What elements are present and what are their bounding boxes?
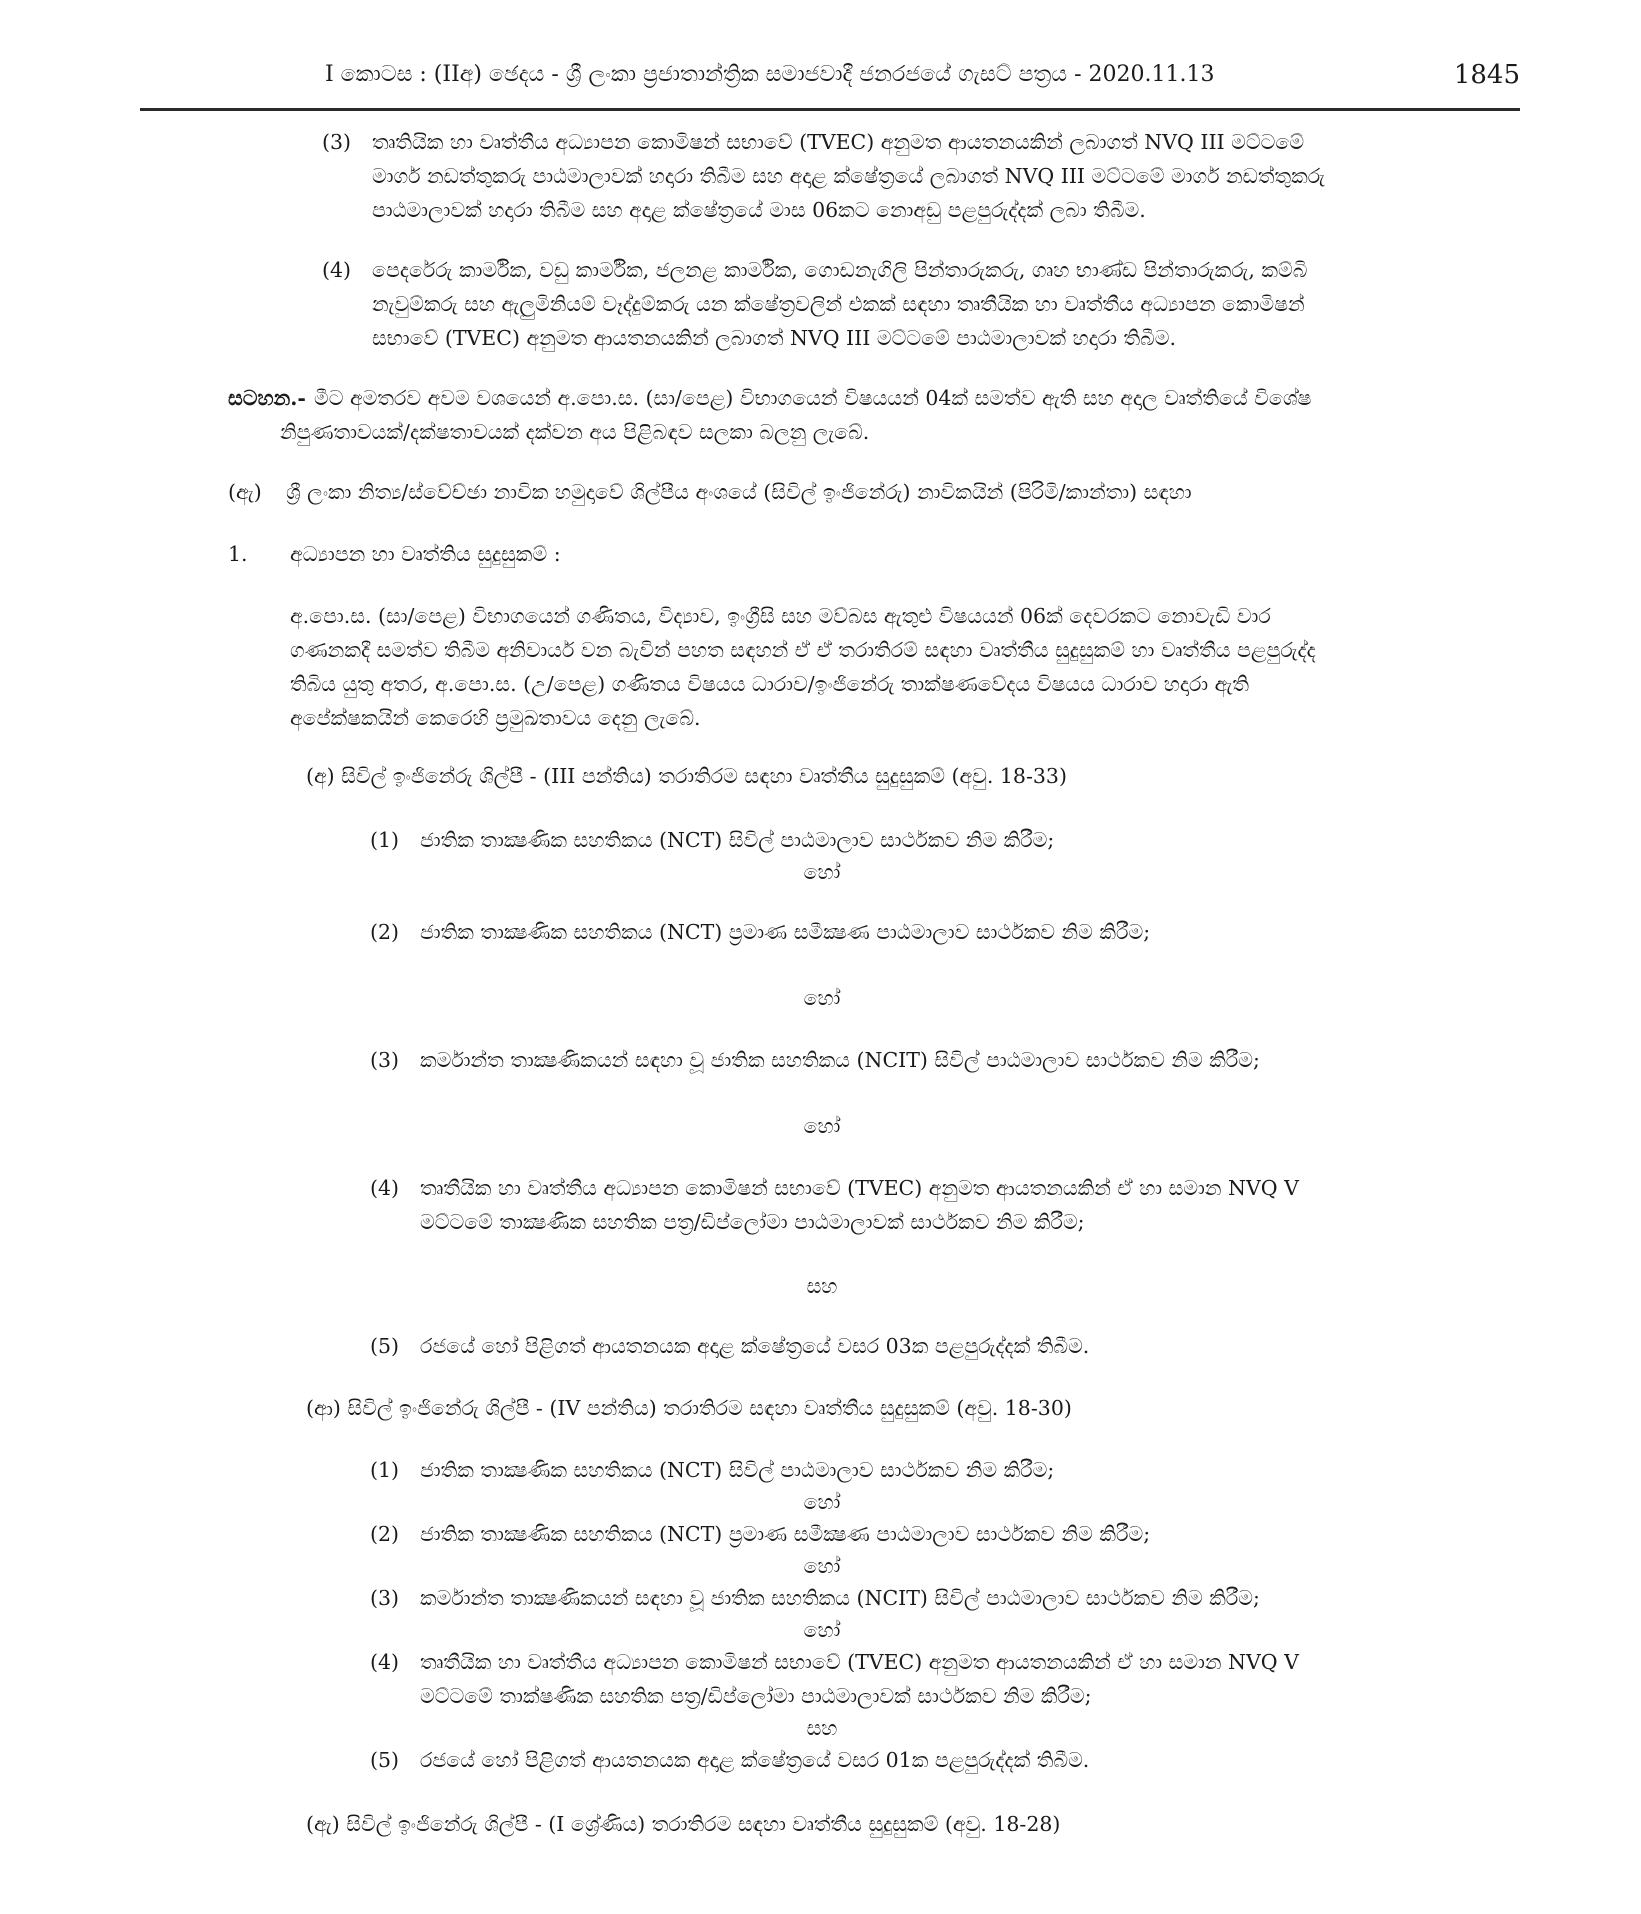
item-number: (3) xyxy=(322,130,352,154)
paragraph-line: ගණනකදී සමත්ව තිබීම අනිවාර්ය වන බැවින් පහත සඳහන් ඒ ඒ තරාතිරම් සඳහා වෘත්තීය සුදුසුකම් හා වෘත්තීය පළපුරුද්ද xyxy=(290,638,1316,662)
item-number: (4) xyxy=(370,1650,400,1674)
item-text-line: සභාවේ (TVEC) අනුමත ආයතනයකින් ලබාගත් NVQ III මට්ටමේ පාඨමාලාවක් හදාරා තිබීම. xyxy=(372,326,1177,350)
section-label: (ඇ) xyxy=(228,480,262,504)
item-text-line: කර්මාන්ත තාක්‍ෂණිකයන් සඳහා වූ ජාතික සහතිකය (NCIT) සිවිල් පාඨමාලාව සාර්ථකව නිම කිරීම; xyxy=(420,1586,1260,1610)
item-text-line: කර්මාන්ත තාක්‍ෂණිකයන් සඳහා වූ ජාතික සහතිකය (NCIT) සිවිල් පාඨමාලාව සාර්ථකව නිම කිරීම; xyxy=(420,1048,1260,1072)
or-separator: හෝ xyxy=(803,986,841,1010)
note-text-line: මීට අමතරව අවම වශයෙන් අ.පො.ස. (සා/පෙළ) විභාගයෙන් විෂයයන් 04ක් සමත්ව ඇති සහ අදාල වෘත්තියේ විශේෂ xyxy=(314,386,1312,410)
page-number: 1845 xyxy=(1453,60,1520,90)
item-number: (1) xyxy=(370,828,400,852)
item-text-line: තෘතියික හා වෘත්තීය අධ්‍යාපන කොමිෂන් සභාවේ (TVEC) අනුමත ආයතනයකින් ලබාගත් NVQ III මට්ටමේ xyxy=(372,130,1305,154)
subsection-heading: (ඇ) සිවිල් ඉංජිනේරු ශිල්පී - (I ශ්‍රේණිය) තරාතිරම සඳහා වෘත්තීය සුදුසුකම් (අවු. 18-28) xyxy=(306,1812,1061,1836)
item-text-line: තෘතීයික හා වෘත්තීය අධ්‍යාපන කොමිෂන් සභාවේ (TVEC) අනුමත ආයතනයකින් ඒ හා සමාන NVQ V xyxy=(420,1650,1299,1674)
item-text-line: ජාතික තාක්‍ෂණික සහතිකය (NCT) සිවිල් පාඨමාලාව සාර්ථකව නිම කිරීම; xyxy=(420,1458,1055,1482)
item-text-line: තෘතීයික හා වෘත්තීය අධ්‍යාපන කොමිෂන් සභාවේ (TVEC) අනුමත ආයතනයකින් ඒ හා සමාන NVQ V xyxy=(420,1176,1299,1200)
or-separator: හෝ xyxy=(803,1490,841,1514)
item-text-line: රජයේ හෝ පිළිගත් ආයතනයක අදාළ ක්ෂේත්‍රයේ වසර 01ක පළපුරුද්දක් තිබීම. xyxy=(420,1748,1090,1772)
item-number: (2) xyxy=(370,920,400,944)
item-number: (5) xyxy=(370,1748,400,1772)
item-number: (5) xyxy=(370,1334,400,1358)
item-text-line: පෙදරේරු කාර්මික, වඩු කාර්මික, ජලනළ කාර්මික, ගොඩනැගිලි පින්තාරුකරු, ගෘහ භාණ්ඩ පින්තාරුකරු, කම්බි xyxy=(372,258,1308,282)
point-heading: අධ්‍යාපන හා වෘත්තිය සුදුසුකම් : xyxy=(290,542,561,566)
item-number: (4) xyxy=(322,258,352,282)
or-separator: හෝ xyxy=(803,860,841,884)
paragraph-line: තිබිය යුතු අතර, අ.පො.ස. (උ/පෙළ) ගණිතය විෂයය ධාරාව/ඉංජිනේරු තාක්ෂණවේදය විෂයය ධාරාව හදාරා ඇති xyxy=(290,672,1250,696)
item-text-line: මට්ටමේ තාක්‍ෂණික සහතික පත්‍ර/ඩිප්ලෝමා පාඨමාලාවක් සාර්ථකව නිම කිරීම; xyxy=(420,1210,1085,1234)
or-separator: හෝ xyxy=(803,1554,841,1578)
item-number: (1) xyxy=(370,1458,400,1482)
item-number: (3) xyxy=(370,1048,400,1072)
item-text-line: රජයේ හෝ පිළිගත් ආයතනයක අදාළ ක්ෂේත්‍රයේ වසර 03ක පළපුරුද්දක් තිබීම. xyxy=(420,1334,1090,1358)
note-text-line: නිපුණතාවයක්/දක්ෂතාවයක් දක්වන අය පිළිබඳව සලකා බලනු ලැබේ. xyxy=(280,420,870,444)
item-text-line: මාර්ග නඩත්තුකරු පාඨමාලාවක් හදාරා තිබීම සහ අදාළ ක්ෂේත්‍රයේ ලබාගත් NVQ III මට්ටමේ මාර්ග නඩත්තුකරු xyxy=(372,164,1325,188)
and-separator: සහ xyxy=(806,1716,838,1740)
item-text-line: නැවුම්කරු සහ ඇලුමිනියම් වෑද්දුම්කරු යන ක්ෂේත්‍රවලින් එකක් සඳහා තෘතීයික හා වෘත්තීය අධ්‍යාපන කොමිෂන් xyxy=(372,292,1305,316)
gazette-title: I කොටස : (IIඅ) ඡෙදය - ශ්‍රී ලංකා ප්‍රජාතාන්ත්‍රික සමාජවාදී ජනරජයේ ගැසට් පත්‍රය - 2020.11.13 xyxy=(325,62,1215,87)
section-heading: ශ්‍රී ලංකා නිත්‍ය/ස්වේච්ඡා නාවික හමුදාවේ ශිල්පීය අංශයේ (සිවිල් ඉංජිනේරු) නාවිකයින් (පිරිමි/කාන්තා) සඳහා xyxy=(286,480,1192,504)
item-text-line: ජාතික තාක්‍ෂණික සහතිකය (NCT) සිවිල් පාඨමාලාව සාර්ථකව නිම කිරීම; xyxy=(420,828,1055,852)
subsection-heading: (අ) සිවිල් ඉංජිනේරු ශිල්පී - (III පන්තිය) තරාතිරම සඳහා වෘත්තීය සුදුසුකම් (අවු. 18-33) xyxy=(306,764,1067,788)
or-separator: හෝ xyxy=(803,1114,841,1138)
subsection-heading: (ආ) සිවිල් ඉංජිනේරු ශිල්පී - (IV පන්තිය) තරාතිරම සඳහා වෘත්තීය සුදුසුකම් (අවු. 18-30) xyxy=(306,1396,1072,1420)
item-text-line: මට්ටමේ තාක්ෂණික සහතික පත්‍ර/ඩිප්ලෝමා පාඨමාලාවක් සාර්ථකව නිම කිරීම; xyxy=(420,1684,1092,1708)
note-label: සටහන.- xyxy=(228,386,306,410)
item-text-line: ජාතික තාක්‍ෂණික සහතිකය (NCT) ප්‍රමාණ සමීක්‍ෂණ පාඨමාලාව සාර්ථකව නිම කිරීම; xyxy=(420,1522,1151,1546)
page-header xyxy=(140,60,1520,110)
paragraph-line: අපේක්ෂකයින් කෙරෙහි ප්‍රමුඛතාවය දෙනු ලැබේ. xyxy=(290,706,701,730)
or-separator: හෝ xyxy=(803,1618,841,1642)
item-number: (2) xyxy=(370,1522,400,1546)
item-text-line: පාඨමාලාවක් හදාරා තිබීම සහ අදාළ ක්ෂේත්‍රයේ මාස 06කට නොඅඩු පළපුරුද්දක් ලබා තිබීම. xyxy=(372,198,1146,222)
header-rule xyxy=(140,108,1520,111)
paragraph-line: අ.පො.ස. (සා/පෙළ) විභාගයෙන් ගණිතය, විද්‍යාව, ඉංග්‍රීසි සහ මව්බස ඇතුළු විෂයයන් 06ක් දෙවරකට නොවැඩි වාර xyxy=(290,604,1271,628)
point-number: 1. xyxy=(228,542,248,566)
item-number: (4) xyxy=(370,1176,400,1200)
item-number: (3) xyxy=(370,1586,400,1610)
item-text-line: ජාතික තාක්‍ෂණික සහතිකය (NCT) ප්‍රමාණ සමීක්‍ෂණ පාඨමාලාව සාර්ථකව නිම කිරීම; xyxy=(420,920,1151,944)
and-separator: සහ xyxy=(806,1274,838,1298)
